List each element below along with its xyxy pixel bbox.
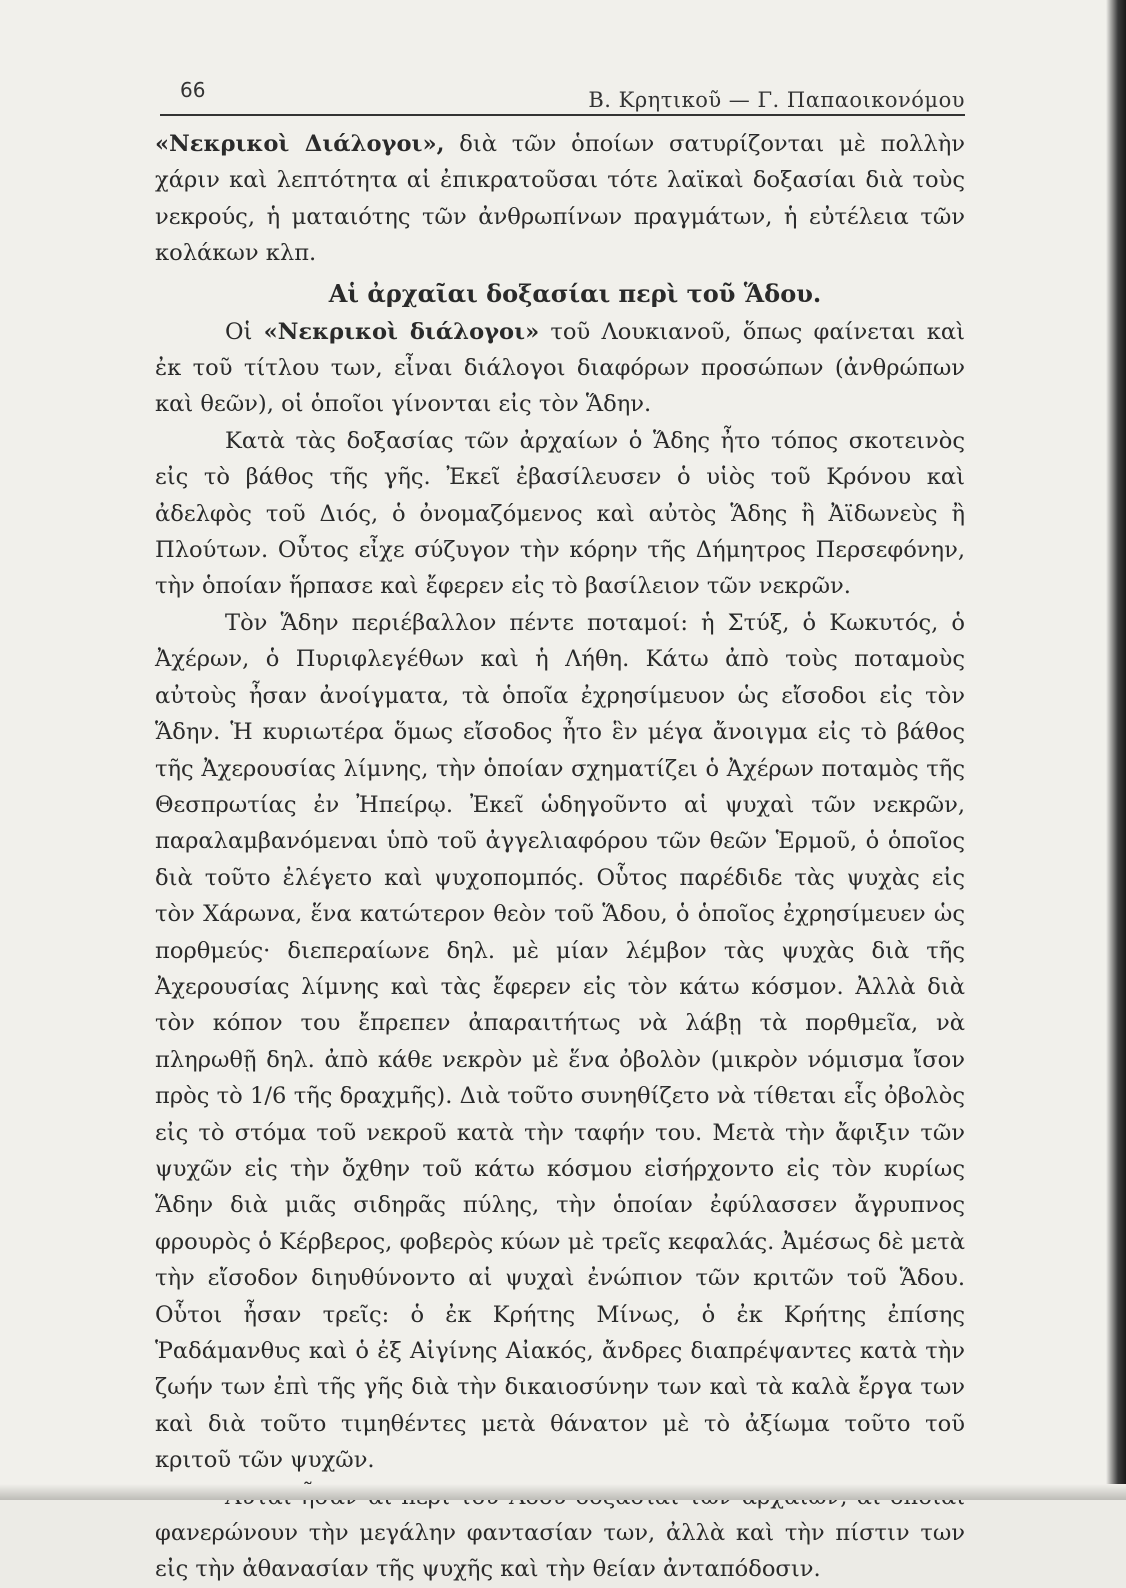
paragraph-3: Τὸν Ἅδην περιέβαλλον πέντε ποταμοί: ἡ Στύξ, ὁ Κωκυτός, ὁ Ἀχέρων, ὁ Πυριφλεγέθων καὶ ἡ Λήθη. Κάτω ἀπὸ τοὺς ποταμοὺς αὐτοὺς ἦσαν ἀνοίγματα, τὰ ὁποῖα ἐχρησίμευον ὡς εἴσοδοι εἰς τὸν Ἅδην. Ἡ κυριωτέρα ὅμως εἴσοδος ἦτο ἓν μέγα ἄνοιγμα εἰς τὸ βάθος τῆς Ἀχερουσίας λίμνης, τὴν ὁποίαν σχηματίζει ὁ Ἀχέρων ποταμὸς τῆς Θεσπρωτίας ἐν Ἠπείρῳ. Ἐκεῖ ὡδηγοῦντο αἱ ψυχαὶ τῶν νεκρῶν, παραλαμβανόμεναι ὑπὸ τοῦ ἀγγελιαφόρου τῶν θεῶν Ἑρμοῦ, ὁ ὁποῖος διὰ τοῦτο ἐλέγετο καὶ ψυχοπομπός. Οὗτος παρέδιδε τὰς ψυχὰς εἰς τὸν Χάρωνα, ἕνα κατώτερον θεὸν τοῦ Ἅδου, ὁ ὁποῖος ἐχρησίμευεν ὡς πορθμεύς· διεπεραίωνε δηλ. μὲ μίαν λέμβον τὰς ψυχὰς διὰ τῆς Ἀχερουσίας λίμνης καὶ τὰς ἔφερεν εἰς τὸν κάτω κόσμον. Ἀλλὰ διὰ τὸν κόπον του ἔπρεπεν ἀπαραιτήτως νὰ λάβῃ τὰ πορθμεῖα, νὰ πληρωθῇ δηλ. ἀπὸ κάθε νεκρὸν μὲ ἕνα ὀβολὸν (μικρὸν νόμισμα ἴσον πρὸς τὸ 1/6 τῆς δραχμῆς). Διὰ τοῦτο συνηθίζετο νὰ τίθεται εἷς ὀβολὸς εἰς τὸ στόμα τοῦ νεκροῦ κατὰ τὴν ταφήν του. Μετὰ τὴν ἄφιξιν τῶν ψυχῶν εἰς τὴν ὄχθην τοῦ κάτω κόσμου εἰσήρχοντο εἰς τὸν κυρίως Ἅδην διὰ μιᾶς σιδηρᾶς πύλης, τὴν ὁποίαν ἐφύλασσεν ἄγρυπνος φρουρὸς ὁ Κέρβερος, φοβερὸς κύων μὲ τρεῖς κεφαλάς. Ἀμέσως δὲ μετὰ τὴν εἴσοδον διηυθύνοντο αἱ ψυχαὶ ἐνώπιον τῶν κριτῶν τοῦ Ἅδου. Οὗτοι ἦσαν τρεῖς: ὁ ἐκ Κρήτης Μίνως, ὁ ἐκ Κρήτης ἐπίσης Ῥαδάμανθυς καὶ ὁ ἐξ Αἰγίνης Αἰακός, ἄνδρες διαπρέψαντες κατὰ τὴν ζωήν των ἐπὶ τῆς γῆς διὰ τὴν δικαιοσύνην των καὶ τὰ καλὰ ἔργα των καὶ διὰ τοῦτο τιμηθέντες μετὰ θάνατον μὲ τὸ ἀξίωμα τοῦτο τοῦ κριτοῦ τῶν ψυχῶν. — [155, 609, 965, 1474]
paragraph-1-text: τοῦ Λουκιανοῦ, ὅπως φαίνεται καὶ ἐκ τοῦ τίτλου των, εἶναι διάλογοι διαφόρων προσώπων (ἀνθρώπων καὶ θεῶν), οἱ ὁποῖοι γίνονται εἰς τὸν Ἅδην. — [155, 318, 965, 418]
paragraph-1-title: «Νεκρικοὶ διάλογοι» — [263, 318, 540, 345]
work-title: «Νεκρικοὶ Διάλογοι», — [155, 131, 445, 157]
paragraph-4: φανερώνουν τὴν μεγάλην φαντασίαν των, ἀλλὰ καὶ τὴν πίστιν των εἰς τὴν ἀθανασίαν τῆς ψυχῆς καὶ τὴν θείαν ἀνταπόδοσιν. — [155, 1520, 965, 1583]
paragraph-2: Κατὰ τὰς δοξασίας τῶν ἀρχαίων ὁ Ἅδης ἦτο τόπος σκοτεινὸς εἰς τὸ βάθος τῆς γῆς. Ἐκεῖ ἐβασίλευσεν ὁ υἱὸς τοῦ Κρόνου καὶ ἀδελφὸς τοῦ Διός, ὁ ὀνομαζόμενος καὶ αὐτὸς Ἅδης ἢ Ἀϊδωνεὺς ἢ Πλούτων. Οὗτος εἶχε σύζυγον τὴν κόρην τῆς Δήμητρος Περσεφόνην, τὴν ὁποίαν ἥρπασε καὶ ἔφερεν εἰς τὸ βασίλειον τῶν νεκρῶν. — [155, 427, 965, 600]
paragraph-1-lead: Οἱ — [225, 318, 264, 345]
intro-paragraph — [155, 126, 965, 272]
running-head-authors: Β. Κρητικοῦ — Γ. Παπαοικονόμου — [588, 88, 965, 112]
page-header — [160, 78, 965, 116]
page-bottom-shadow — [0, 1484, 1126, 1500]
page-number: 66 — [180, 78, 206, 102]
intro-text: διὰ τῶν ὁποίων σατυρίζονται μὲ πολλὴν χάριν καὶ λεπτότητα αἱ ἐπικρατοῦσαι τότε λαϊκαὶ δοξασίαι διὰ τοὺς νεκρούς, ἡ ματαιότης τῶν ἀνθρωπίνων πραγμάτων, ἡ εὐτέλεια τῶν κολάκων κλπ. — [155, 131, 965, 267]
page-right-shadow — [1106, 0, 1126, 1500]
page-body — [155, 126, 965, 1588]
section-heading: Αἱ ἀρχαῖαι δοξασίαι περὶ τοῦ Ἅδου. — [328, 278, 822, 308]
paragraph-1 — [155, 314, 965, 423]
